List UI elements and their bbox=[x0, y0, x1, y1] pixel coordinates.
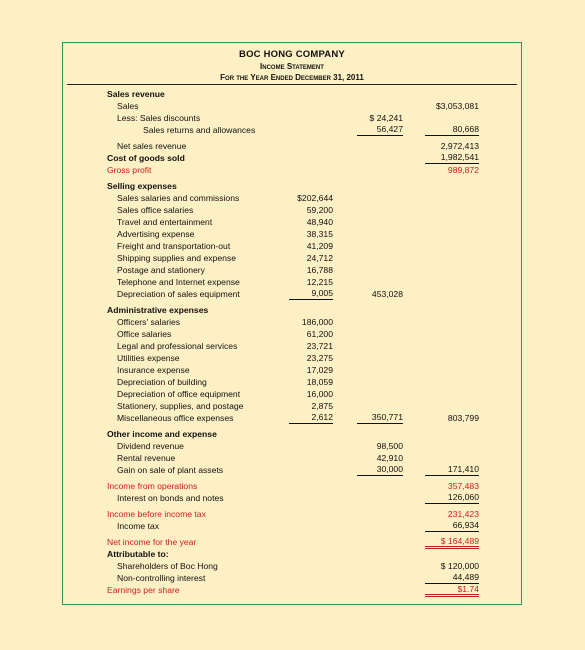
row-label: Sales salaries and commissions bbox=[117, 193, 240, 203]
amount-subtotal: $ 24,241 bbox=[369, 113, 403, 123]
statement-title: Income Statement bbox=[260, 62, 324, 71]
amount-detail: 12,215 bbox=[306, 277, 333, 287]
amount-detail: 59,200 bbox=[306, 205, 333, 215]
amount-total: $3,053,081 bbox=[435, 101, 479, 111]
row-label: Telephone and Internet expense bbox=[117, 277, 240, 287]
amount-total: 171,410 bbox=[425, 464, 479, 476]
amount-detail: 61,200 bbox=[306, 329, 333, 339]
row-label: Office salaries bbox=[117, 329, 172, 339]
row-label: Depreciation of sales equipment bbox=[117, 289, 240, 299]
amount-total: 1,982,541 bbox=[425, 152, 479, 164]
row-label: Rental revenue bbox=[117, 453, 176, 463]
row-label: Travel and entertainment bbox=[117, 217, 213, 227]
row-label: Sales revenue bbox=[107, 89, 165, 99]
row-label: Earnings per share bbox=[107, 585, 180, 595]
row-label: Miscellaneous office expenses bbox=[117, 413, 234, 423]
amount-total: $ 164,489 bbox=[425, 536, 479, 549]
statement-row bbox=[63, 440, 521, 452]
statement-row bbox=[63, 192, 521, 204]
statement-row bbox=[63, 88, 521, 100]
statement-row bbox=[63, 152, 521, 164]
row-label: Shareholders of Boc Hong bbox=[117, 561, 218, 571]
row-label: Postage and stationery bbox=[117, 265, 205, 275]
row-label: Insurance expense bbox=[117, 365, 190, 375]
row-label: Sales bbox=[117, 101, 139, 111]
row-label: Freight and transportation-out bbox=[117, 241, 231, 251]
amount-detail: 17,029 bbox=[306, 365, 333, 375]
income-statement bbox=[62, 42, 522, 605]
statement-row bbox=[63, 228, 521, 240]
statement-row bbox=[63, 352, 521, 364]
statement-row bbox=[63, 288, 521, 300]
amount-total: $1.74 bbox=[425, 584, 479, 597]
amount-detail: 18,059 bbox=[306, 377, 333, 387]
amount-detail: 2,612 bbox=[289, 412, 333, 424]
amount-detail: 24,712 bbox=[306, 253, 333, 263]
amount-detail: 23,721 bbox=[306, 341, 333, 351]
statement-row bbox=[63, 216, 521, 228]
amount-subtotal: 30,000 bbox=[357, 464, 403, 476]
statement-row bbox=[63, 428, 521, 440]
amount-detail: 16,000 bbox=[306, 389, 333, 399]
amount-subtotal: 453,028 bbox=[371, 289, 403, 299]
statement-row bbox=[63, 584, 521, 596]
company-name: BOC HONG COMPANY bbox=[239, 49, 345, 60]
amount-total: 357,483 bbox=[447, 481, 479, 491]
statement-row bbox=[63, 548, 521, 560]
statement-row bbox=[63, 124, 521, 136]
amount-total: 2,972,413 bbox=[440, 141, 479, 151]
row-label: Sales returns and allowances bbox=[143, 125, 256, 135]
statement-row bbox=[63, 572, 521, 584]
statement-row bbox=[63, 140, 521, 152]
statement-row bbox=[63, 452, 521, 464]
row-label: Utilities expense bbox=[117, 353, 180, 363]
statement-row bbox=[63, 376, 521, 388]
amount-total: 66,934 bbox=[425, 520, 479, 532]
row-label: Gross profit bbox=[107, 165, 152, 175]
row-label: Depreciation of building bbox=[117, 377, 207, 387]
amount-detail: 9,005 bbox=[289, 288, 333, 300]
row-label: Interest on bonds and notes bbox=[117, 493, 224, 503]
row-label: Officers' salaries bbox=[117, 317, 181, 327]
amount-total: 126,060 bbox=[425, 492, 479, 504]
amount-detail: $202,644 bbox=[297, 193, 333, 203]
statement-row bbox=[63, 252, 521, 264]
row-label: Income tax bbox=[117, 521, 160, 531]
row-label: Shipping supplies and expense bbox=[117, 253, 236, 263]
statement-row bbox=[63, 400, 521, 412]
row-label: Stationery, supplies, and postage bbox=[117, 401, 244, 411]
statement-row bbox=[63, 264, 521, 276]
statement-row bbox=[63, 204, 521, 216]
statement-row bbox=[63, 560, 521, 572]
row-label: Other income and expense bbox=[107, 429, 217, 439]
statement-row bbox=[63, 464, 521, 476]
statement-row bbox=[63, 412, 521, 424]
statement-row bbox=[63, 492, 521, 504]
statement-row bbox=[63, 508, 521, 520]
statement-row bbox=[63, 340, 521, 352]
amount-total: 44,489 bbox=[425, 572, 479, 584]
statement-row bbox=[63, 364, 521, 376]
amount-subtotal: 98,500 bbox=[376, 441, 403, 451]
row-label: Dividend revenue bbox=[117, 441, 184, 451]
amount-subtotal: 350,771 bbox=[357, 412, 403, 424]
amount-detail: 38,315 bbox=[306, 229, 333, 239]
row-label: Non-controlling interest bbox=[117, 573, 206, 583]
statement-row bbox=[63, 100, 521, 112]
row-label: Net income for the year bbox=[107, 537, 197, 547]
row-label: Income before income tax bbox=[107, 509, 206, 519]
amount-total: $ 120,000 bbox=[440, 561, 479, 571]
row-label: Sales office salaries bbox=[117, 205, 194, 215]
statement-period: For the Year Ended December 31, 2011 bbox=[220, 73, 364, 82]
row-label: Depreciation of office equipment bbox=[117, 389, 241, 399]
statement-row bbox=[63, 388, 521, 400]
statement-row bbox=[63, 276, 521, 288]
header-divider bbox=[67, 84, 517, 85]
row-label: Less: Sales discounts bbox=[117, 113, 201, 123]
statement-row bbox=[63, 520, 521, 532]
row-label: Attributable to: bbox=[107, 549, 169, 559]
amount-total: 989,872 bbox=[447, 165, 479, 175]
statement-row bbox=[63, 240, 521, 252]
row-label: Legal and professional services bbox=[117, 341, 238, 351]
amount-detail: 16,788 bbox=[306, 265, 333, 275]
row-label: Administrative expenses bbox=[107, 305, 209, 315]
amount-total: 231,423 bbox=[447, 509, 479, 519]
statement-row bbox=[63, 112, 521, 124]
statement-row bbox=[63, 536, 521, 548]
row-label: Net sales revenue bbox=[117, 141, 187, 151]
row-label: Cost of goods sold bbox=[107, 153, 185, 163]
row-label: Gain on sale of plant assets bbox=[117, 465, 224, 475]
row-label: Income from operations bbox=[107, 481, 198, 491]
amount-detail: 186,000 bbox=[301, 317, 333, 327]
amount-subtotal: 56,427 bbox=[357, 124, 403, 136]
statement-row bbox=[63, 304, 521, 316]
amount-detail: 41,209 bbox=[306, 241, 333, 251]
statement-row bbox=[63, 316, 521, 328]
amount-detail: 2,875 bbox=[311, 401, 333, 411]
amount-total: 803,799 bbox=[447, 413, 479, 423]
amount-detail: 23,275 bbox=[306, 353, 333, 363]
statement-row bbox=[63, 180, 521, 192]
amount-detail: 48,940 bbox=[306, 217, 333, 227]
amount-total: 80,668 bbox=[425, 124, 479, 136]
row-label: Selling expenses bbox=[107, 181, 177, 191]
statement-row bbox=[63, 328, 521, 340]
statement-row bbox=[63, 480, 521, 492]
amount-subtotal: 42,910 bbox=[376, 453, 403, 463]
row-label: Advertising expense bbox=[117, 229, 195, 239]
statement-row bbox=[63, 164, 521, 176]
